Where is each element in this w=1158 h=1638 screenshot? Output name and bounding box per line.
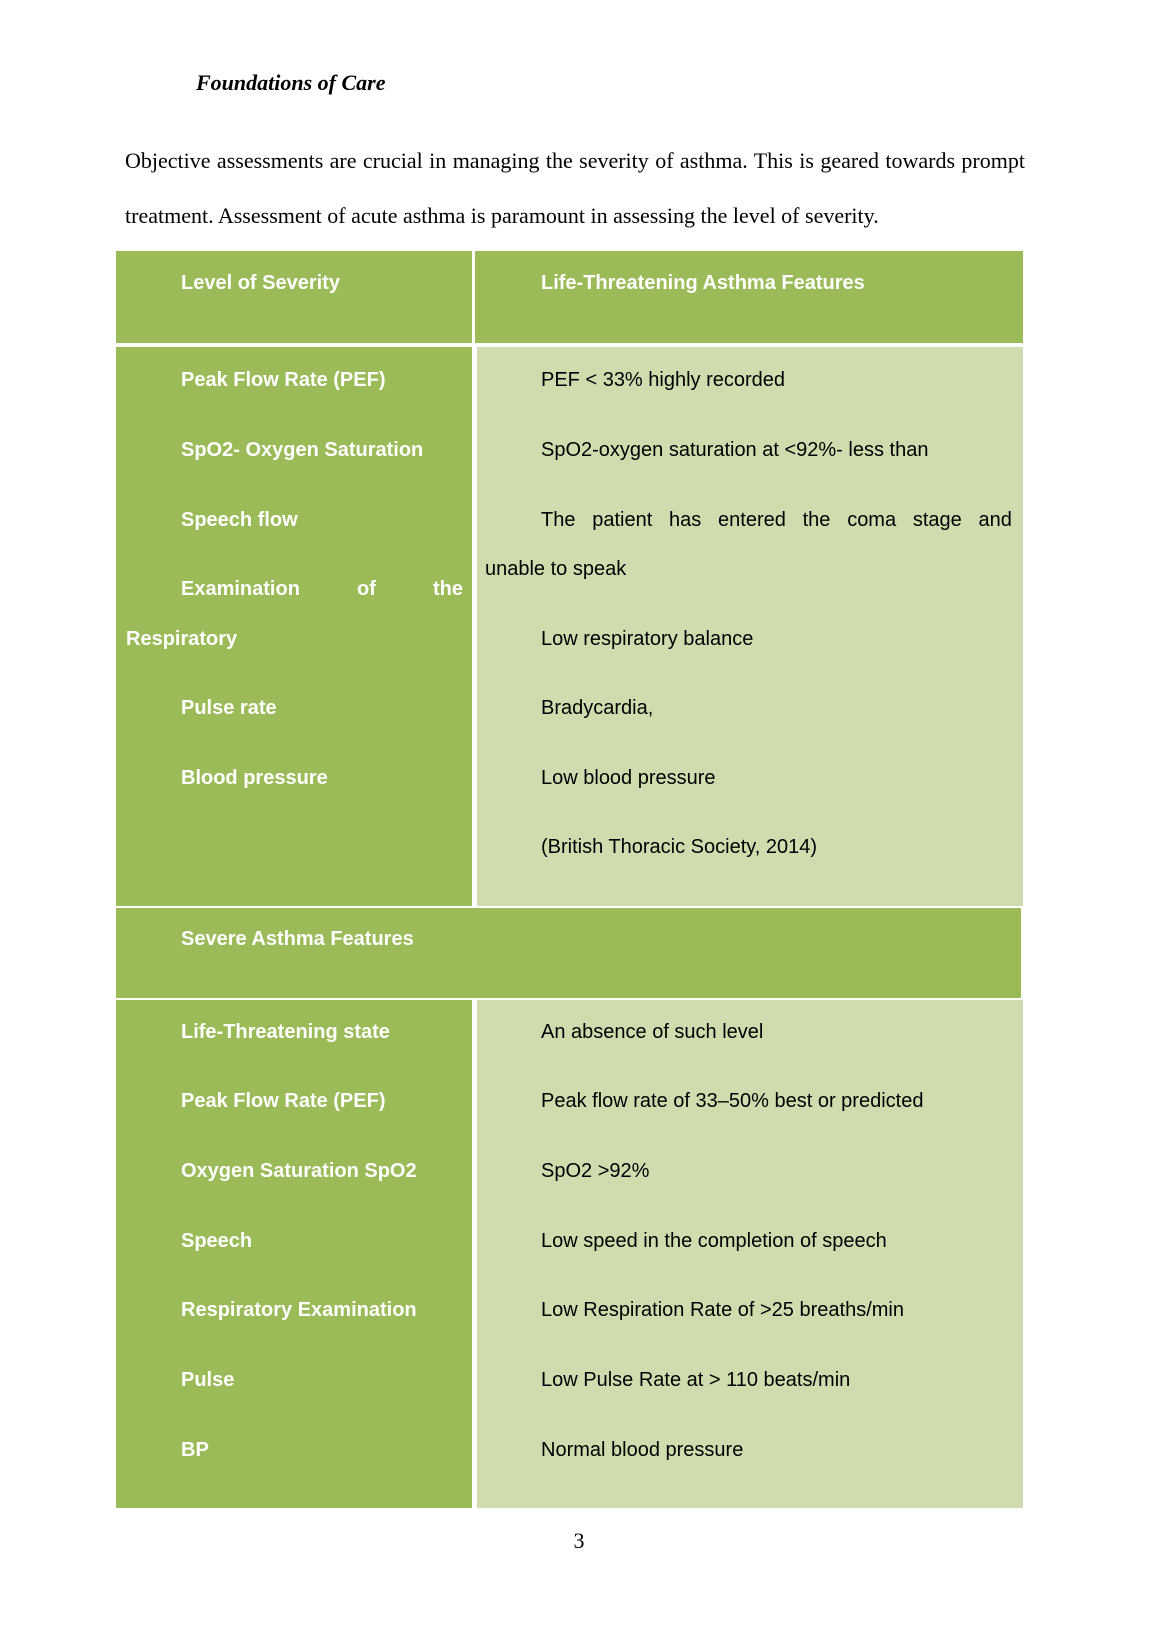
label-exam-word: of <box>357 578 376 600</box>
severe-asthma-header <box>116 908 1021 998</box>
page-title: Foundations of Care <box>196 70 386 95</box>
label-pulse-rate: Pulse rate <box>181 697 277 719</box>
severe-values-cell <box>477 1000 1023 1508</box>
severe-label: Pulse <box>181 1369 235 1391</box>
value-speech-word: coma <box>847 509 897 531</box>
label-blood-pressure: Blood pressure <box>181 767 328 789</box>
label-exam-word: the <box>433 578 463 600</box>
life-threatening-labels-cell <box>116 347 472 906</box>
life-threatening-values-cell <box>477 347 1023 906</box>
table-header-life-threatening <box>475 251 1023 343</box>
label-exam-word: Examination <box>181 578 300 600</box>
severe-value: Low Respiration Rate of >25 breaths/min <box>541 1299 904 1321</box>
severe-label: Speech <box>181 1230 253 1252</box>
severe-label: Peak Flow Rate (PEF) <box>181 1090 386 1112</box>
value-speech-word: patient <box>592 509 653 531</box>
severe-value: SpO2 >92% <box>541 1160 650 1182</box>
severe-label: Respiratory Examination <box>181 1299 417 1321</box>
severe-value: An absence of such level <box>541 1021 764 1043</box>
value-pulse: Bradycardia, <box>541 697 654 719</box>
value-speech-word: has <box>669 509 702 531</box>
severe-label: BP <box>181 1439 209 1461</box>
table-header-severity <box>116 251 472 343</box>
header-severity-label: Level of Severity <box>181 272 340 294</box>
severe-asthma-header-label: Severe Asthma Features <box>181 928 414 950</box>
severe-value: Low speed in the completion of speech <box>541 1230 887 1252</box>
value-speech-line2: unable to speak <box>485 558 627 580</box>
severe-label: Oxygen Saturation SpO2 <box>181 1160 417 1182</box>
value-speech-word: and <box>978 509 1012 531</box>
severe-labels-cell <box>116 1000 472 1508</box>
value-speech-line1 <box>541 508 1012 532</box>
value-speech-word: stage <box>912 509 962 531</box>
severe-value: Peak flow rate of 33–50% best or predicted <box>541 1090 924 1112</box>
severe-label: Life-Threatening state <box>181 1021 390 1043</box>
value-speech-word: the <box>802 509 831 531</box>
page-number: 3 <box>573 1528 585 1553</box>
label-spo2: SpO2- Oxygen Saturation <box>181 439 424 461</box>
citation: (British Thoracic Society, 2014) <box>541 836 818 858</box>
value-spo2: SpO2-oxygen saturation at <92%- less than <box>541 439 929 461</box>
value-peak-flow: PEF < 33% highly recorded <box>541 369 786 391</box>
severe-value: Normal blood pressure <box>541 1439 744 1461</box>
severe-value: Low Pulse Rate at > 110 beats/min <box>541 1369 851 1391</box>
intro-paragraph: Objective assessments are crucial in managing the severity of asthma. This is geared towards prompt treatment. Assessment of acute asthma is paramount in assessing the level of severity. <box>125 148 1025 228</box>
value-speech-word: entered <box>718 509 786 531</box>
label-speech-flow: Speech flow <box>181 509 298 531</box>
label-examination-line2: Respiratory <box>126 628 238 650</box>
label-examination-line1 <box>181 577 463 601</box>
value-respiratory: Low respiratory balance <box>541 628 754 650</box>
value-blood-pressure: Low blood pressure <box>541 767 716 789</box>
value-speech-word: The <box>541 509 576 531</box>
header-life-threatening-label: Life-Threatening Asthma Features <box>541 272 865 294</box>
label-peak-flow: Peak Flow Rate (PEF) <box>181 369 386 391</box>
